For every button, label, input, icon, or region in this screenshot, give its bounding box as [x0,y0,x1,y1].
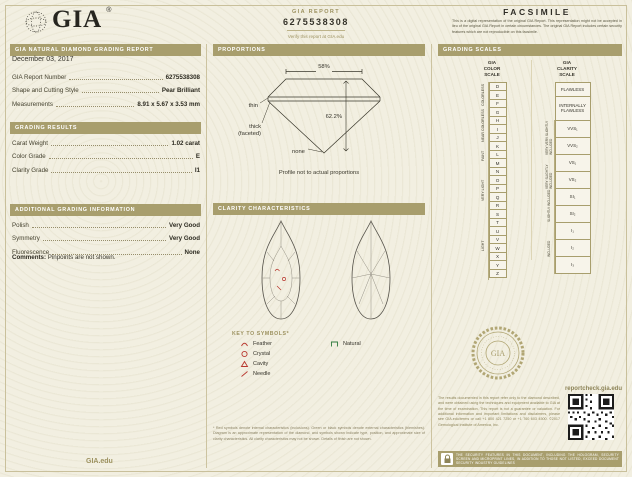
girdle-faceted-label: (faceted) [238,131,261,137]
section-header-grading-results: GRADING RESULTS [10,122,201,134]
gia-logo-text: GIA [52,6,103,33]
color-grade-box: Y [489,260,507,270]
field-color-grade: Color Grade E [12,153,200,160]
girdle-thin-label: thin [248,103,258,109]
thin-leader-line [260,98,268,103]
color-grade-box: K [489,141,507,151]
reportcheck-url: reportcheck.gia.edu [564,386,622,392]
color-grade-box: Q [489,192,507,202]
table-percent-label: 58% [318,64,330,70]
color-grade-box: N [489,167,507,177]
column-divider-left [206,44,207,468]
symbol-natural: Natural [330,340,361,347]
thick-leader-line [262,102,270,123]
color-grade-box: G [489,107,507,117]
field-shape: Shape and Cutting Style Pear Brilliant [12,87,200,94]
color-grade-box: E [489,90,507,100]
clarity-grade-box: VVS₁ [555,120,591,138]
color-grade-box: I [489,124,507,134]
field-report-number: GIA Report Number 6275538308 [12,73,200,81]
clarity-grade-box: VS₂ [555,171,591,189]
color-group-label: LIGHT [478,212,489,280]
needle-symbol-icon [240,370,249,378]
depth-percent-label: 62.2% [325,114,342,120]
seal-text: GIA [490,349,506,358]
feather-symbol-icon [240,340,249,348]
clarity-plot-diagrams [233,216,423,326]
color-group-label: FAINT [478,143,489,169]
color-grade-box: S [489,209,507,219]
report-fields [12,68,200,109]
clarity-group-label: SLIGHTLY INCLUDED [544,189,555,223]
color-grade-box: W [489,243,507,253]
color-grade-boxes [489,82,507,280]
clarity-grade-box: VS₁ [555,154,591,172]
symbol-cavity: Cavity [240,360,272,367]
clarity-grade-box: I₃ [555,256,591,274]
color-grade-box: V [489,235,507,245]
scales-divider [531,60,532,260]
color-grade-box: Z [489,269,507,279]
color-scale [464,60,520,280]
field-symmetry: Symmetry Very Good [12,235,200,242]
natural-symbol-icon [330,340,339,348]
disclaimer-text: The results documented in this report refer only to the diamond described, and were obtained using the techniques and equipment available to GIA at the time of examination. This report is not a guarantee or valuation. For additional information and important limitations and disclaimers, please see GIA.edu/terms or call +1 800 421 7250 or +1 760 603 4500. ©2017 Gemological Institute of America, Inc. [438,396,560,427]
key-to-symbols-title: KEY TO SYMBOLS* [232,331,290,337]
clarity-group-label: VERY VERY SLIGHTLY INCLUDED [544,120,553,155]
section-header-proportions: PROPORTIONS [213,44,425,56]
color-grade-box: H [489,116,507,126]
clarity-grade-box: I₁ [555,222,591,240]
facsimile-title: FACSIMILE [503,7,571,17]
section-header-report: GIA NATURAL DIAMOND GRADING REPORT [10,44,201,56]
symbol-feather: Feather [240,340,272,347]
additional-fields [12,216,200,257]
clarity-group-label: INCLUDED [544,223,555,274]
masthead-divider [287,30,345,31]
proportions-note: Profile not to actual proportions [278,170,360,176]
girdle-lines [268,97,380,101]
gia-globe-icon [24,10,48,34]
symbol-crystal: Crystal [240,350,272,357]
symbol-key-internal [240,340,272,377]
proportions-diagram [234,57,416,169]
field-polish: Polish Very Good [12,221,200,229]
facsimile-block [452,7,622,35]
clarity-grade-box: VVS₂ [555,137,591,155]
color-grade-box: M [489,158,507,168]
security-notice: THE SECURITY FEATURES IN THIS DOCUMENT, INCLUDING THE HOLOGRAM, SECURITY SCREEN AND MICROPRINT LINES, IN ADDITION TO THOSE NOT LISTED, EXCEED DOCUMENT SECURITY INDUSTRY GUIDELINES [456,452,619,466]
culet-label: none [292,149,305,155]
field-clarity-grade: Clarity Grade I1 [12,166,200,174]
color-grade-box: F [489,99,507,109]
clarity-scale [536,60,598,274]
crown-profile [268,79,380,97]
clarity-group-labels-col [544,82,555,274]
color-grade-box: P [489,184,507,194]
color-grade-box: D [489,82,507,92]
comments-line [12,254,200,261]
clarity-grade-box: SI₁ [555,188,591,206]
color-grade-box: R [489,201,507,211]
clarity-grade-box: FLAWLESS [555,82,591,97]
color-grade-box: U [489,226,507,236]
field-fluorescence: Fluorescence None [12,248,200,256]
section-header-additional: ADDITIONAL GRADING INFORMATION [10,204,201,216]
report-date: December 03, 2017 [12,56,74,63]
clarity-footnote: * Red symbols denote internal characteristics (inclusions). Green or black symbols denote external characteristics (blemishes). Diagram is an approximate representation of the diamond, and symbols shown indicate type, position, and approximate size of clarity characteristics. All clarity characteristics may not be shown. Details of finish are not shown. [213,426,425,441]
column-divider-right [431,44,432,468]
clarity-scale-title: GIA CLARITY SCALE [557,60,577,77]
report-identity [236,9,396,39]
footer-gia-edu: GIA.edu [86,458,113,465]
comments-label: Comments: [12,254,47,261]
clarity-grade-box: SI₂ [555,205,591,223]
clarity-group-label: VERY SLIGHTLY INCLUDED [544,155,555,189]
section-header-clarity: CLARITY CHARACTERISTICS [213,203,425,215]
pavilion-profile [268,101,380,153]
color-grade-box: L [489,150,507,160]
comments-text: Pinpoints are not shown. [47,254,116,261]
section-header-grading-scales: GRADING SCALES [438,44,622,56]
symbol-key-external [330,340,361,347]
crystal-symbol-icon [240,350,249,358]
color-grade-box: T [489,218,507,228]
facsimile-body: This is a digital representation of the original GIA Report. This representation might not be accepted in lieu of the original GIA Report in certain circumstances. The original GIA Report includes certain security features which are not reproducible on this facsimile. [452,19,622,34]
security-bar [438,451,622,467]
cavity-symbol-icon [240,360,249,368]
color-group-label: COLORLESS [478,82,489,108]
report-label: GIA REPORT [291,9,341,15]
registered-trademark: ® [106,7,112,14]
verify-text: Verify this report at GIA.edu [287,34,345,39]
field-measurements: Measurements 8.91 x 5.67 x 3.53 mm [12,100,200,108]
gia-logo [24,7,111,34]
clarity-grade-boxes [555,82,591,274]
color-grade-box: O [489,175,507,185]
gia-seal [471,326,525,380]
color-group-label: NEAR COLORLESS [478,108,489,143]
color-group-label: VERY LIGHT [478,169,489,212]
clarity-grade-box: I₂ [555,239,591,257]
symbol-needle: Needle [240,370,272,377]
color-group-labels [478,82,489,280]
grading-results-fields [12,134,200,175]
inclusion-symbols [275,269,286,290]
clarity-grade-box: INTERNALLY FLAWLESS [555,96,591,121]
lock-icon [441,453,453,465]
qr-code [568,394,614,440]
color-grade-box: X [489,252,507,262]
girdle-thick-label: thick [249,124,261,130]
color-scale-title: GIA COLOR SCALE [483,60,501,77]
report-number: 6275538308 [282,17,350,27]
depth-measure-line [344,81,349,151]
field-carat-weight: Carat Weight 1.02 carat [12,139,200,147]
clarity-label-spacer [544,82,555,120]
color-grade-box: J [489,133,507,143]
